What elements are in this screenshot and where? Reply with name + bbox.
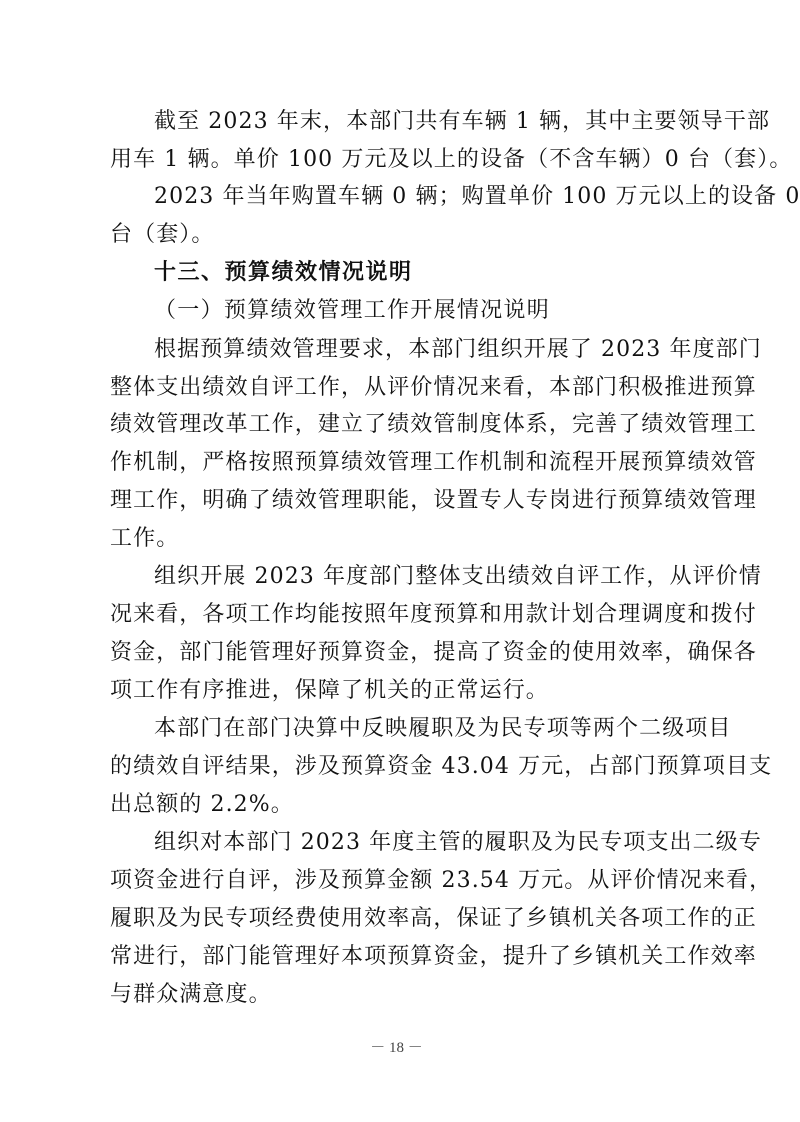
paragraph-line: 项工作有序推进，保障了机关的正常运行。 bbox=[110, 678, 549, 703]
paragraph-line: 本部门在部门决算中反映履职及为民专项等两个二级项目 bbox=[154, 716, 732, 741]
paragraph-line: 常进行，部门能管理好本项预算资金，提升了乡镇机关工作效率 bbox=[110, 944, 757, 969]
paragraph-line: 出总额的 2.2%。 bbox=[110, 792, 294, 817]
paragraph-line: 工作。 bbox=[110, 526, 180, 551]
paragraph-line: 整体支出绩效自评工作，从评价情况来看，本部门积极推进预算 bbox=[110, 375, 757, 400]
paragraph-line: 与群众满意度。 bbox=[110, 982, 272, 1007]
paragraph-line: 的绩效自评结果，涉及预算资金 43.04 万元，占部门预算项目支 bbox=[110, 754, 773, 779]
paragraph-line: 2023 年当年购置车辆 0 辆；购置单价 100 万元以上的设备 0 bbox=[154, 184, 800, 209]
page-number: － 18 － bbox=[370, 1040, 423, 1056]
paragraph-line: 作机制，严格按照预算绩效管理工作机制和流程开展预算绩效管 bbox=[110, 450, 757, 475]
paragraph-line: 用车 1 辆。单价 100 万元及以上的设备（不含车辆）0 台（套）。 bbox=[110, 147, 793, 172]
paragraph-line: 根据预算绩效管理要求，本部门组织开展了 2023 年度部门 bbox=[154, 337, 762, 362]
paragraph-line: 组织对本部门 2023 年度主管的履职及为民专项支出二级专 bbox=[154, 830, 762, 855]
subsection-heading: （一）预算绩效管理工作开展情况说明 bbox=[154, 298, 551, 323]
section-heading: 十三、预算绩效情况说明 bbox=[154, 260, 413, 285]
paragraph-line: 截至 2023 年末，本部门共有车辆 1 辆，其中主要领导干部 bbox=[154, 109, 771, 134]
paragraph-line: 组织开展 2023 年度部门整体支出绩效自评工作，从评价情 bbox=[154, 564, 762, 589]
paragraph-line: 况来看，各项工作均能按照年度预算和用款计划合理调度和拨付 bbox=[110, 602, 757, 627]
paragraph-line: 项资金进行自评，涉及预算金额 23.54 万元。从评价情况来看， bbox=[110, 868, 773, 893]
paragraph-line: 台（套）。 bbox=[110, 222, 215, 247]
paragraph-line: 资金，部门能管理好预算资金，提高了资金的使用效率，确保各 bbox=[110, 640, 757, 665]
paragraph-line: 履职及为民专项经费使用效率高，保证了乡镇机关各项工作的正 bbox=[110, 906, 757, 931]
paragraph-line: 绩效管理改革工作，建立了绩效管制度体系，完善了绩效管理工 bbox=[110, 412, 757, 437]
paragraph-line: 理工作，明确了绩效管理职能，设置专人专岗进行预算绩效管理 bbox=[110, 488, 757, 513]
